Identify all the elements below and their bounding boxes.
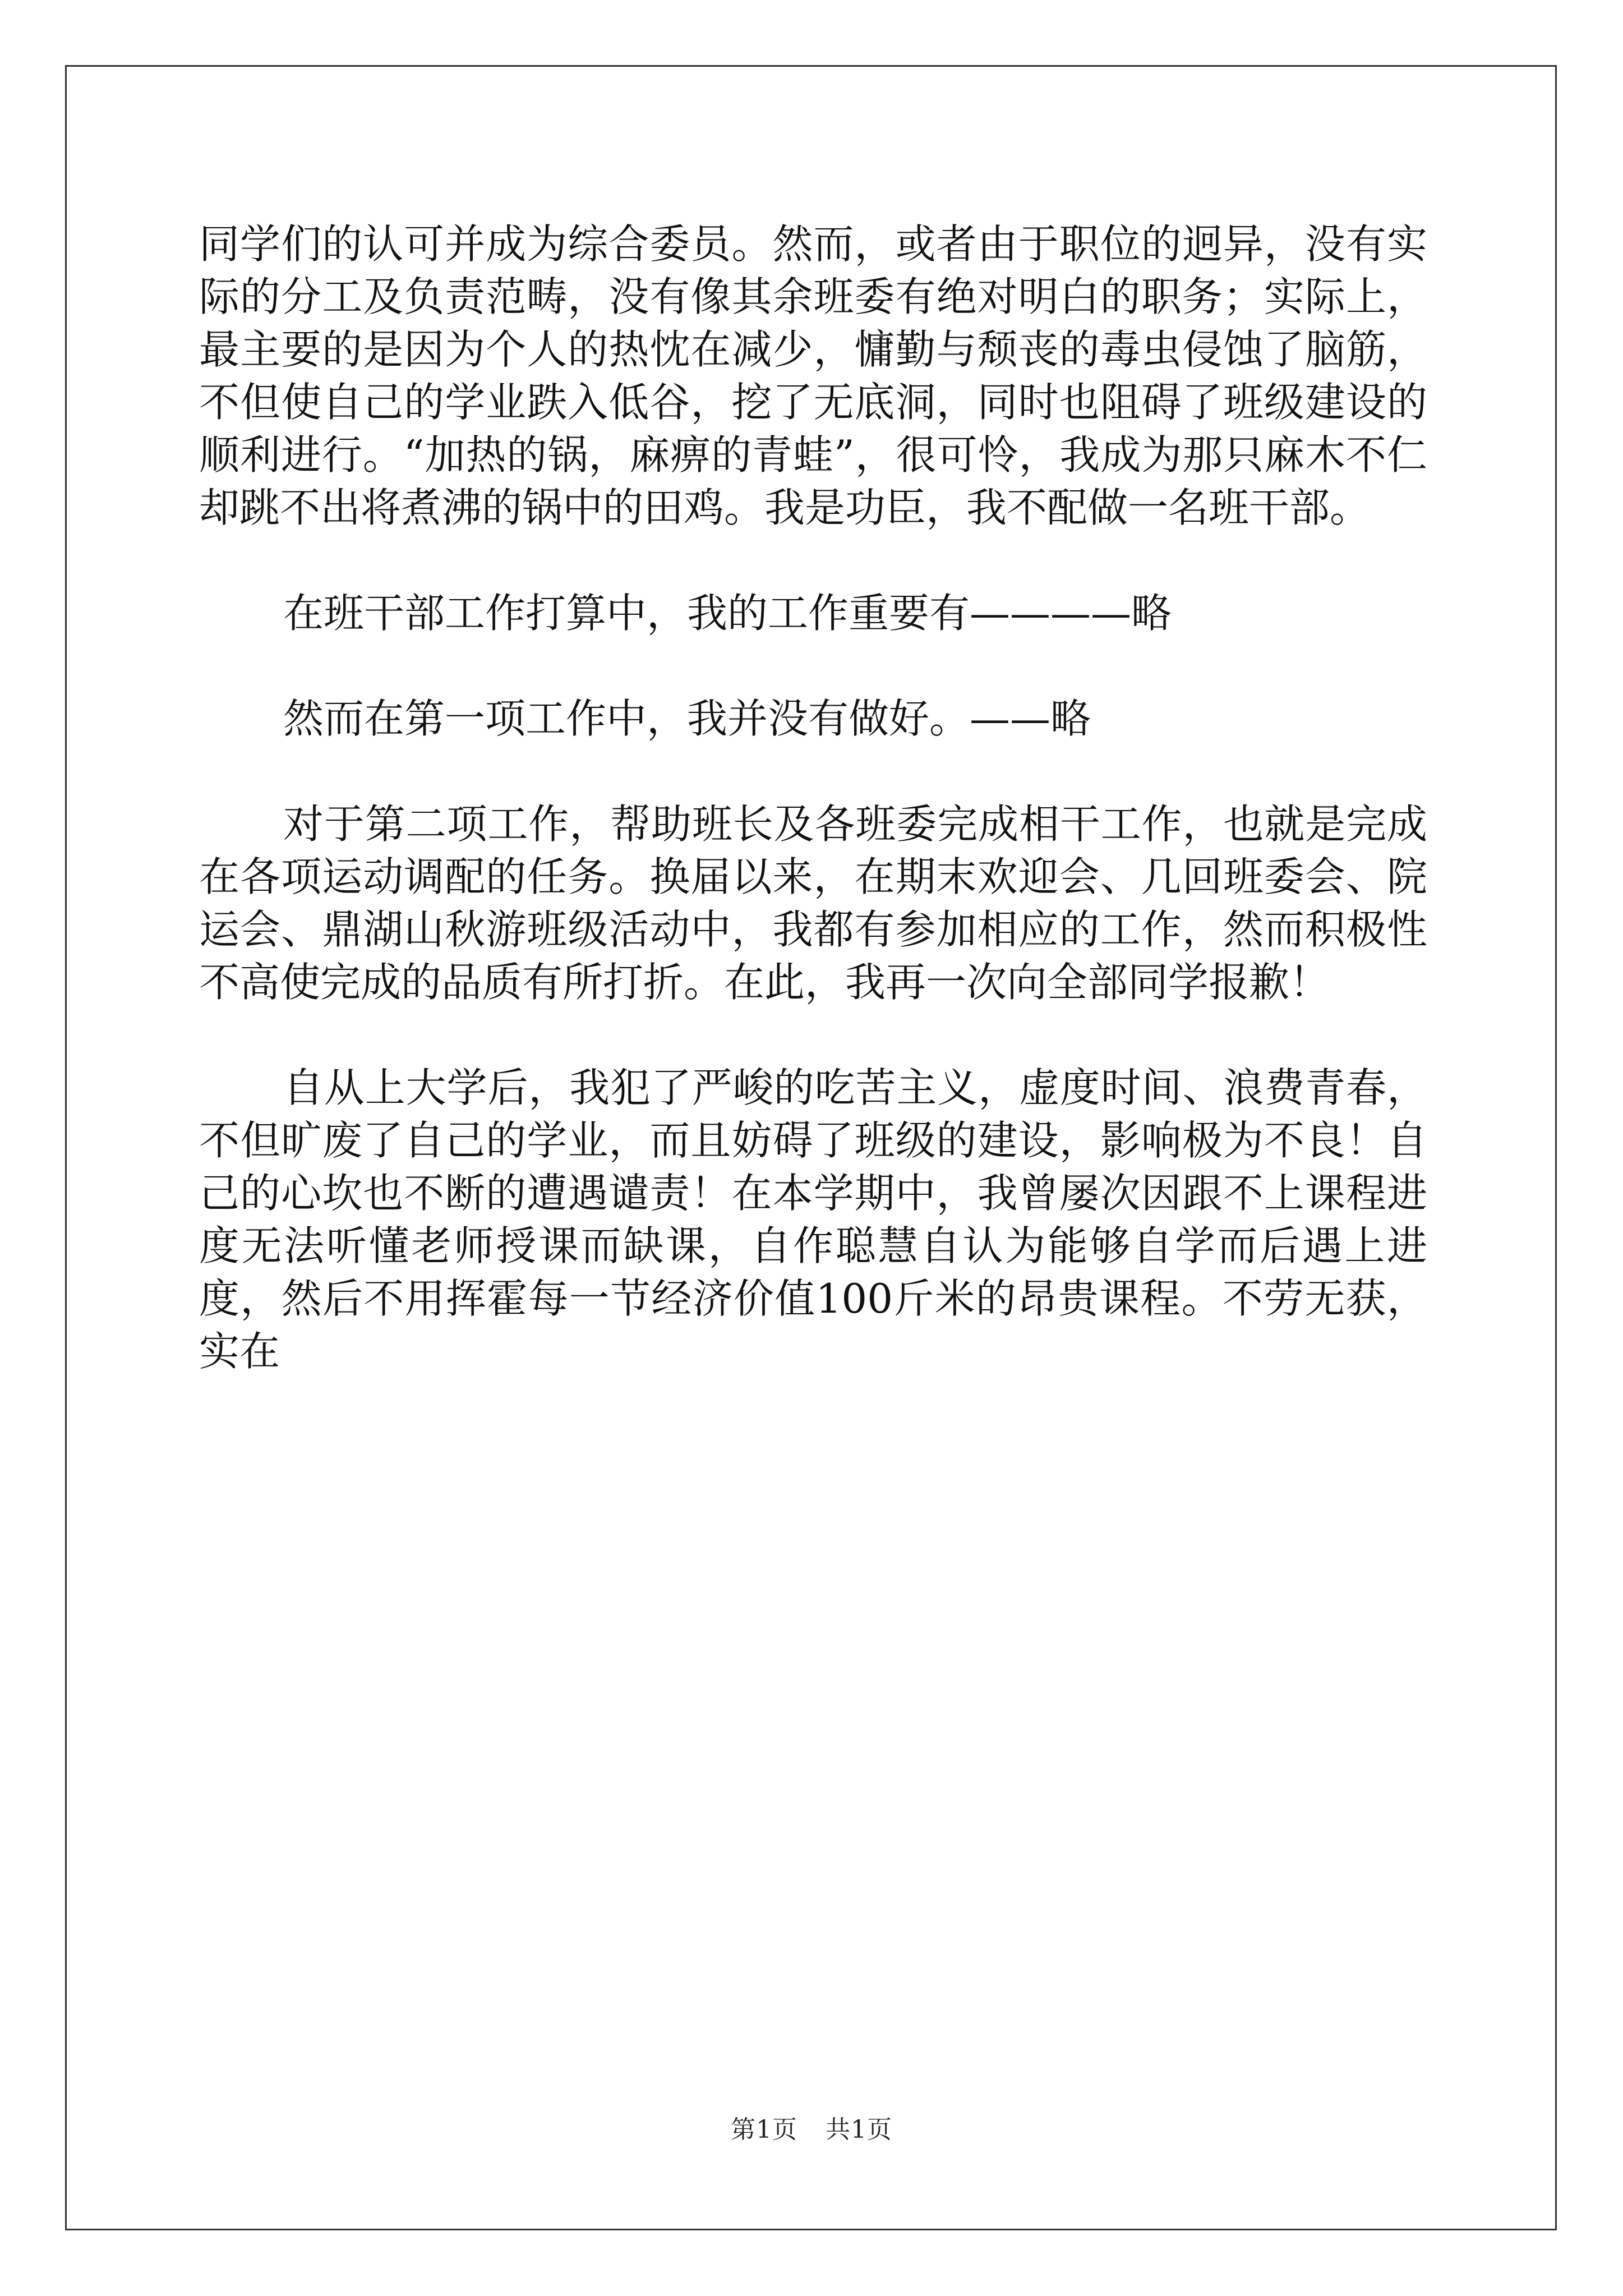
page-total: 共1页 — [826, 2115, 892, 2144]
paragraph-self-reflection: 自从上大学后，我犯了严峻的吃苦主义，虚度时间、浪费青春，不但旷废了自己的学业，而且妨碍了班级的建设，影响极为不良！自己的心坎也不断的遭遇谴责！在本学期中，我曾屡次因跟不上课程进度无法听懂老师授课而缺课，自作聪慧自认为能够自学而后遇上进度，然后不用挥霍每一节经济价值100斤米的昂贵课程。不劳无获，实在 — [199, 1064, 1427, 1375]
paragraph-first-task: 然而在第一项工作中，我并没有做好。——略 — [283, 695, 1091, 742]
document-body — [199, 218, 1427, 1430]
page-number: 第1页 — [731, 2115, 797, 2144]
paragraph-work-plan: 在班干部工作打算中，我的工作重要有————略 — [283, 590, 1172, 637]
page-footer — [0, 2109, 1623, 2145]
paragraph-continuation: 同学们的认可并成为综合委员。然而，或者由于职位的迥异，没有实际的分工及负责范畴，没有像其余班委有绝对明白的职务；实际上，最主要的是因为个人的热忱在减少，慵勤与颓丧的毒虫侵蚀了脑筋，不但使自己的学业跌入低谷，挖了无底洞，同时也阻碍了班级建设的顺利进行。“加热的锅，麻痹的青蛙”，很可怜，我成为那只麻木不仁却跳不出将煮沸的锅中的田鸡。我是功臣，我不配做一名班干部。 — [199, 220, 1427, 531]
paragraph-second-task: 对于第二项工作，帮助班长及各班委完成相干工作，也就是完成在各项运动调配的任务。换届以来，在期末欢迎会、几回班委会、院运会、鼎湖山秋游班级活动中，我都有参加相应的工作，然而积极性不高使完成的品质有所打折。在此，我再一次向全部同学报歉！ — [199, 800, 1427, 1006]
